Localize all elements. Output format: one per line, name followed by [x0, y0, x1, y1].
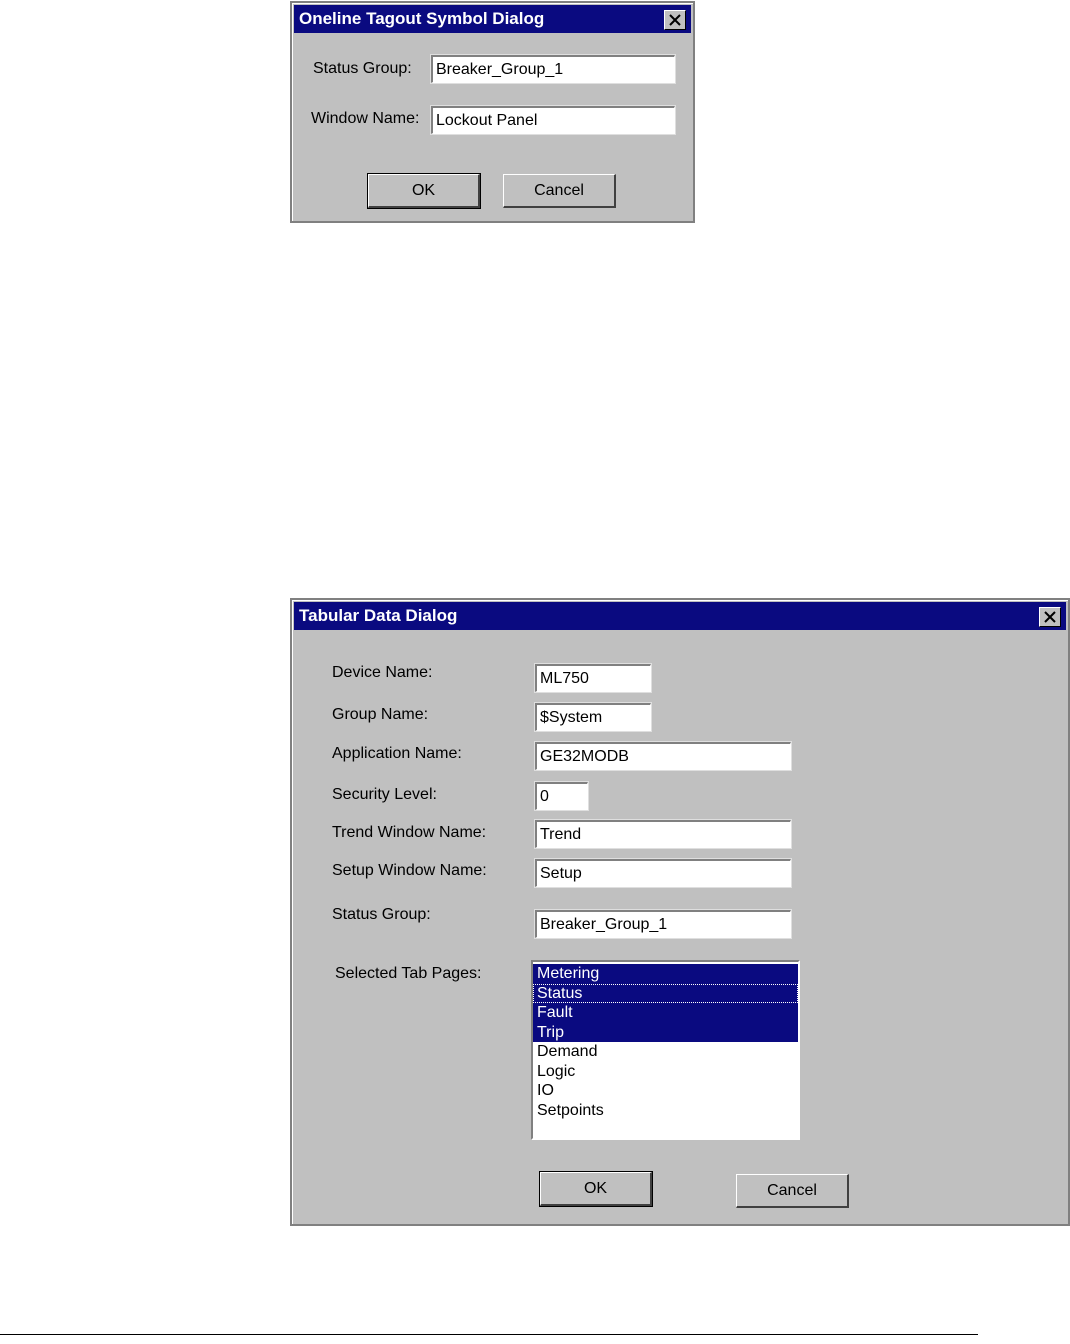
window-name-label: Window Name:: [311, 110, 420, 127]
application-name-input[interactable]: [537, 744, 790, 769]
status-group-label: Status Group:: [313, 60, 412, 77]
tabular-data-dialog: [290, 598, 1070, 1226]
tagout-dialog: [290, 1, 695, 223]
setup-window-name-field-box: [535, 859, 791, 887]
ok-button[interactable]: OK: [368, 174, 480, 208]
status-group-field-box: [535, 910, 791, 938]
application-name-field-box: [535, 742, 791, 770]
ok-button[interactable]: OK: [540, 1172, 652, 1206]
status-group-label: Status Group:: [332, 906, 431, 923]
list-item[interactable]: Logic: [537, 1062, 576, 1080]
group-name-label: Group Name:: [332, 706, 429, 723]
status-group-field-box: [431, 55, 675, 83]
trend-window-name-input[interactable]: [537, 822, 790, 847]
window-name-input[interactable]: [433, 108, 674, 133]
security-level-input[interactable]: [537, 784, 587, 809]
tagout-dialog-title: Oneline Tagout Symbol Dialog: [299, 9, 545, 28]
tab-pages-listbox[interactable]: [531, 960, 800, 1140]
tagout-close-button[interactable]: [664, 10, 686, 30]
group-name-field-box: [535, 703, 651, 731]
list-item[interactable]: Demand: [537, 1043, 598, 1060]
list-item[interactable]: Setpoints: [537, 1101, 604, 1119]
list-item[interactable]: Fault: [533, 1003, 798, 1023]
setup-window-name-label: Setup Window Name:: [332, 862, 487, 879]
tab-pages-list: [533, 964, 798, 1120]
selected-tab-pages-label: Selected Tab Pages:: [335, 965, 482, 982]
tabular-dialog-title: Tabular Data Dialog: [299, 606, 458, 625]
status-group-input[interactable]: [537, 912, 790, 937]
device-name-input[interactable]: [537, 666, 650, 691]
list-item[interactable]: Status: [533, 984, 798, 1004]
list-item[interactable]: Metering: [533, 964, 798, 984]
cancel-button[interactable]: Cancel: [736, 1174, 849, 1208]
trend-window-name-label: Trend Window Name:: [332, 824, 487, 841]
group-name-input[interactable]: [537, 705, 650, 730]
tabular-dialog-titlebar[interactable]: [294, 602, 1066, 630]
device-name-field-box: [535, 664, 651, 692]
list-item[interactable]: IO: [537, 1082, 554, 1099]
page-footer-rule: [0, 1334, 978, 1335]
device-name-label: Device Name:: [332, 664, 433, 681]
window-name-field-box: [431, 106, 675, 134]
security-level-label: Security Level:: [332, 786, 437, 803]
application-name-label: Application Name:: [332, 745, 462, 762]
close-icon: [1044, 611, 1056, 623]
security-level-field-box: [535, 782, 588, 810]
tabular-close-button[interactable]: [1039, 607, 1061, 627]
list-item[interactable]: Trip: [533, 1023, 798, 1043]
tagout-dialog-titlebar[interactable]: [294, 5, 691, 33]
setup-window-name-input[interactable]: [537, 861, 790, 886]
status-group-input[interactable]: [433, 57, 674, 82]
cancel-button[interactable]: Cancel: [503, 174, 616, 208]
trend-window-name-field-box: [535, 820, 791, 848]
close-icon: [669, 14, 681, 26]
